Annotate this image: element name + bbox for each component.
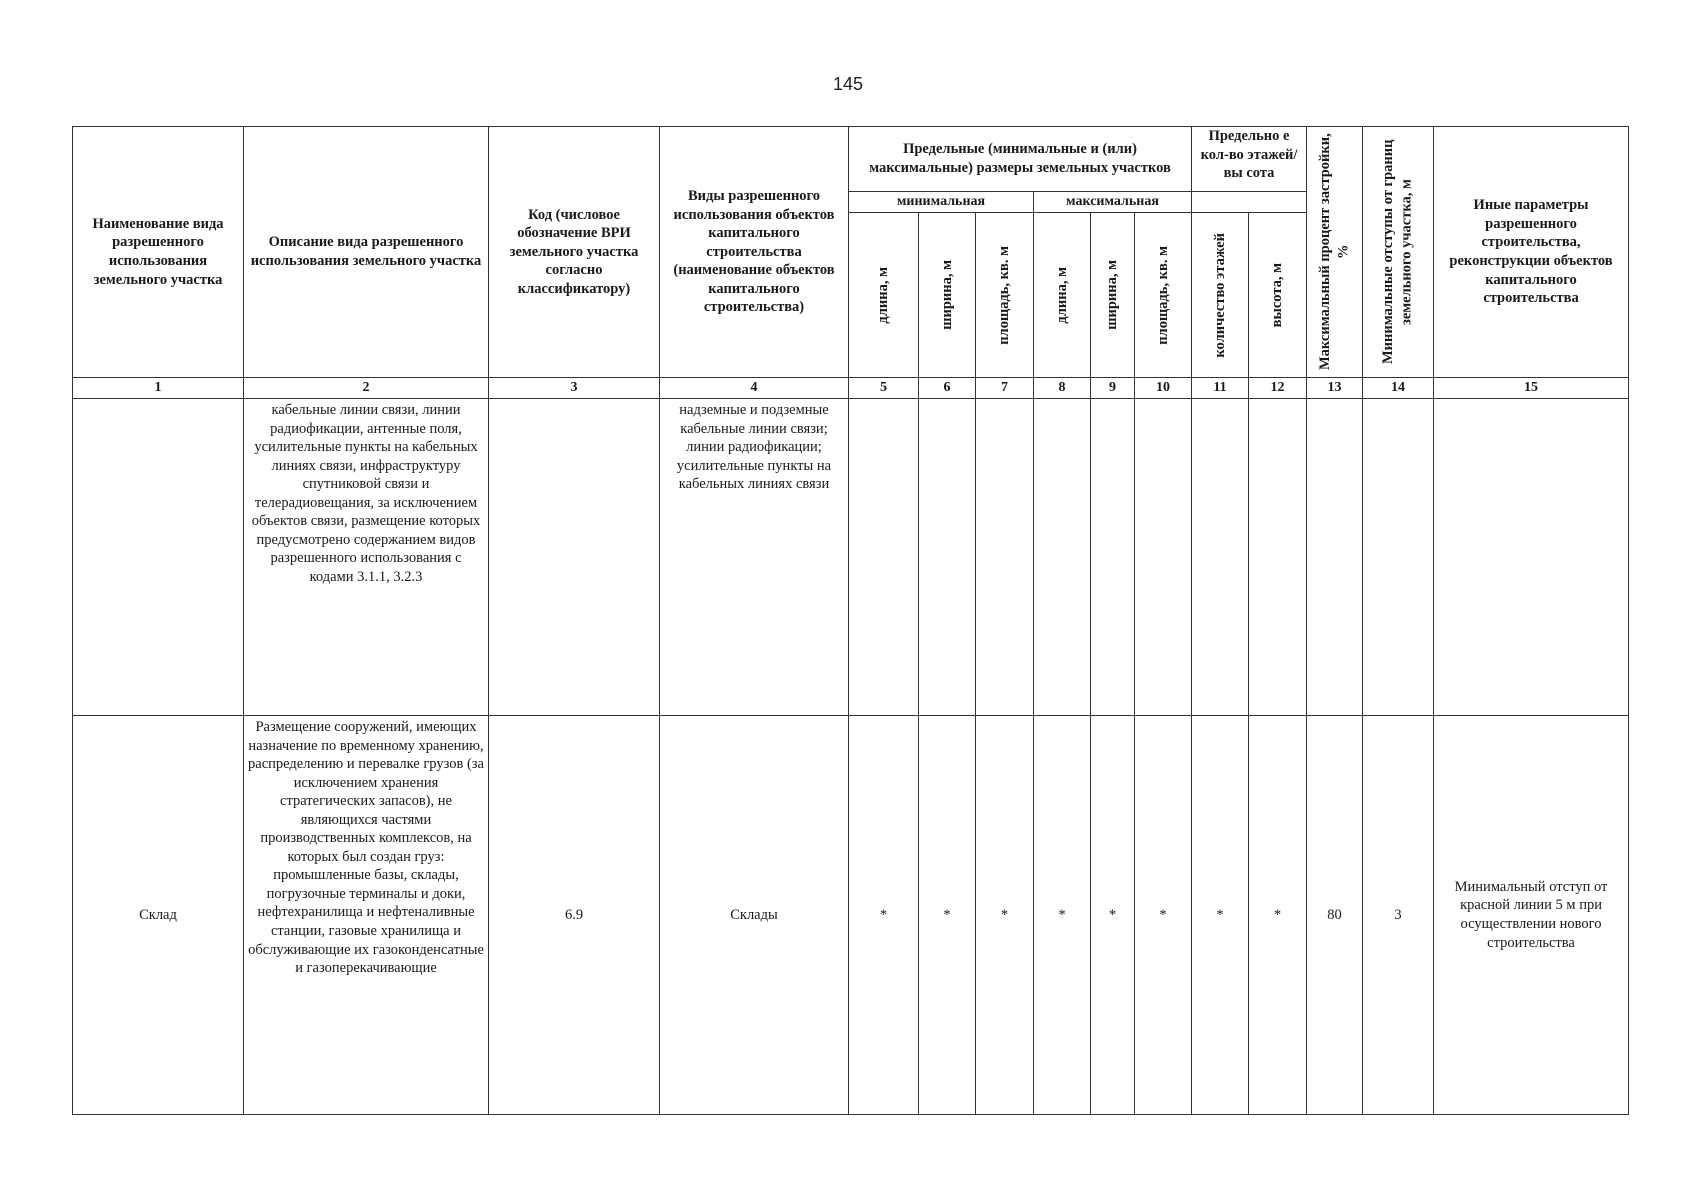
cell-floor-count <box>1192 399 1249 716</box>
land-use-table <box>72 126 1629 1115</box>
column-number: 2 <box>244 378 489 399</box>
header-max-coverage: Максимальный процент застройки, % <box>1307 127 1363 378</box>
header-description: Описание вида разрешенного использования земельного участка <box>244 127 489 378</box>
header-min-length: длина, м <box>849 213 919 378</box>
header-max-length: длина, м <box>1034 213 1091 378</box>
cell-oks: Склады <box>660 716 849 1115</box>
cell-max-length: * <box>1034 716 1091 1115</box>
column-number: 15 <box>1434 378 1629 399</box>
cell-code: 6.9 <box>489 716 660 1115</box>
cell-min-area <box>976 399 1034 716</box>
cell-height: * <box>1249 716 1307 1115</box>
cell-description: кабельные линии связи, линии радиофикации, антенные поля, усилительные пункты на кабельных линиях связи, инфраструктуру спутниковой связи и телерадиовещания, за исключением объектов связи, размещение которых предусмотрено содержанием видов разрешенного использования с кодами 3.1.1, 3.2.3 <box>244 399 489 716</box>
column-number: 12 <box>1249 378 1307 399</box>
header-min-group: минимальная <box>849 192 1034 213</box>
header-min-setbacks: Минимальные отступы от границ земельного участка, м <box>1363 127 1434 378</box>
cell-code <box>489 399 660 716</box>
table-row <box>73 716 1629 1115</box>
header-floor-count: количество этажей <box>1192 213 1249 378</box>
cell-floor-count: * <box>1192 716 1249 1115</box>
cell-max-area <box>1135 399 1192 716</box>
header-floors-group: Предельно е кол-во этажей/вы сота <box>1192 127 1307 192</box>
column-numbers-row <box>73 378 1629 399</box>
cell-max-coverage <box>1307 399 1363 716</box>
cell-vri-name <box>73 399 244 716</box>
cell-min-setback: 3 <box>1363 716 1434 1115</box>
cell-min-setback <box>1363 399 1434 716</box>
header-plot-sizes: Предельные (минимальные и (или) максимальные) размеры земельных участков <box>849 127 1192 192</box>
cell-other-params: Минимальный отступ от красной линии 5 м при осуществлении нового строительства <box>1434 716 1629 1115</box>
table-row <box>73 399 1629 716</box>
header-other-params: Иные параметры разрешенного строительства, реконструкции объектов капитального строительства <box>1434 127 1629 378</box>
cell-oks: надземные и подземные кабельные линии связи; линии радиофикации; усилительные пункты на кабельных линиях связи <box>660 399 849 716</box>
column-number: 13 <box>1307 378 1363 399</box>
header-oks-types: Виды разрешенного использования объектов капитального строительства (наименование объектов капитального строительства) <box>660 127 849 378</box>
cell-description: Размещение сооружений, имеющих назначение по временному хранению, распределению и перевалке грузов (за исключением хранения стратегических запасов), не являющихся частями производственных комплексов, на которых был создан груз: промышленные базы, склады, погрузочные терминалы и доки, нефтехранилища и нефтеналивные станции, газовые хранилища и обслуживающие их газоконденсатные и газоперекачивающие <box>244 716 489 1115</box>
header-max-area: площадь, кв. м <box>1135 213 1192 378</box>
header-max-group: максимальная <box>1034 192 1192 213</box>
cell-max-length <box>1034 399 1091 716</box>
column-number: 8 <box>1034 378 1091 399</box>
cell-height <box>1249 399 1307 716</box>
column-number: 14 <box>1363 378 1434 399</box>
cell-vri-name: Склад <box>73 716 244 1115</box>
column-number: 9 <box>1091 378 1135 399</box>
page-number: 145 <box>832 74 864 94</box>
cell-max-area: * <box>1135 716 1192 1115</box>
header-min-area: площадь, кв. м <box>976 213 1034 378</box>
header-code: Код (числовое обозначение ВРИ земельного участка согласно классификатору) <box>489 127 660 378</box>
column-number: 5 <box>849 378 919 399</box>
cell-max-coverage: 80 <box>1307 716 1363 1115</box>
cell-max-width: * <box>1091 716 1135 1115</box>
column-number: 1 <box>73 378 244 399</box>
cell-min-width: * <box>919 716 976 1115</box>
column-number: 10 <box>1135 378 1192 399</box>
header-max-width: ширина, м <box>1091 213 1135 378</box>
cell-other-params <box>1434 399 1629 716</box>
header-min-width: ширина, м <box>919 213 976 378</box>
column-number: 7 <box>976 378 1034 399</box>
column-number: 11 <box>1192 378 1249 399</box>
cell-min-length: * <box>849 716 919 1115</box>
cell-max-width <box>1091 399 1135 716</box>
header-vri-name: Наименование вида разрешенного использования земельного участка <box>73 127 244 378</box>
cell-min-width <box>919 399 976 716</box>
column-number: 3 <box>489 378 660 399</box>
cell-min-length <box>849 399 919 716</box>
column-number: 4 <box>660 378 849 399</box>
cell-min-area: * <box>976 716 1034 1115</box>
header-height: высота, м <box>1249 213 1307 378</box>
column-number: 6 <box>919 378 976 399</box>
